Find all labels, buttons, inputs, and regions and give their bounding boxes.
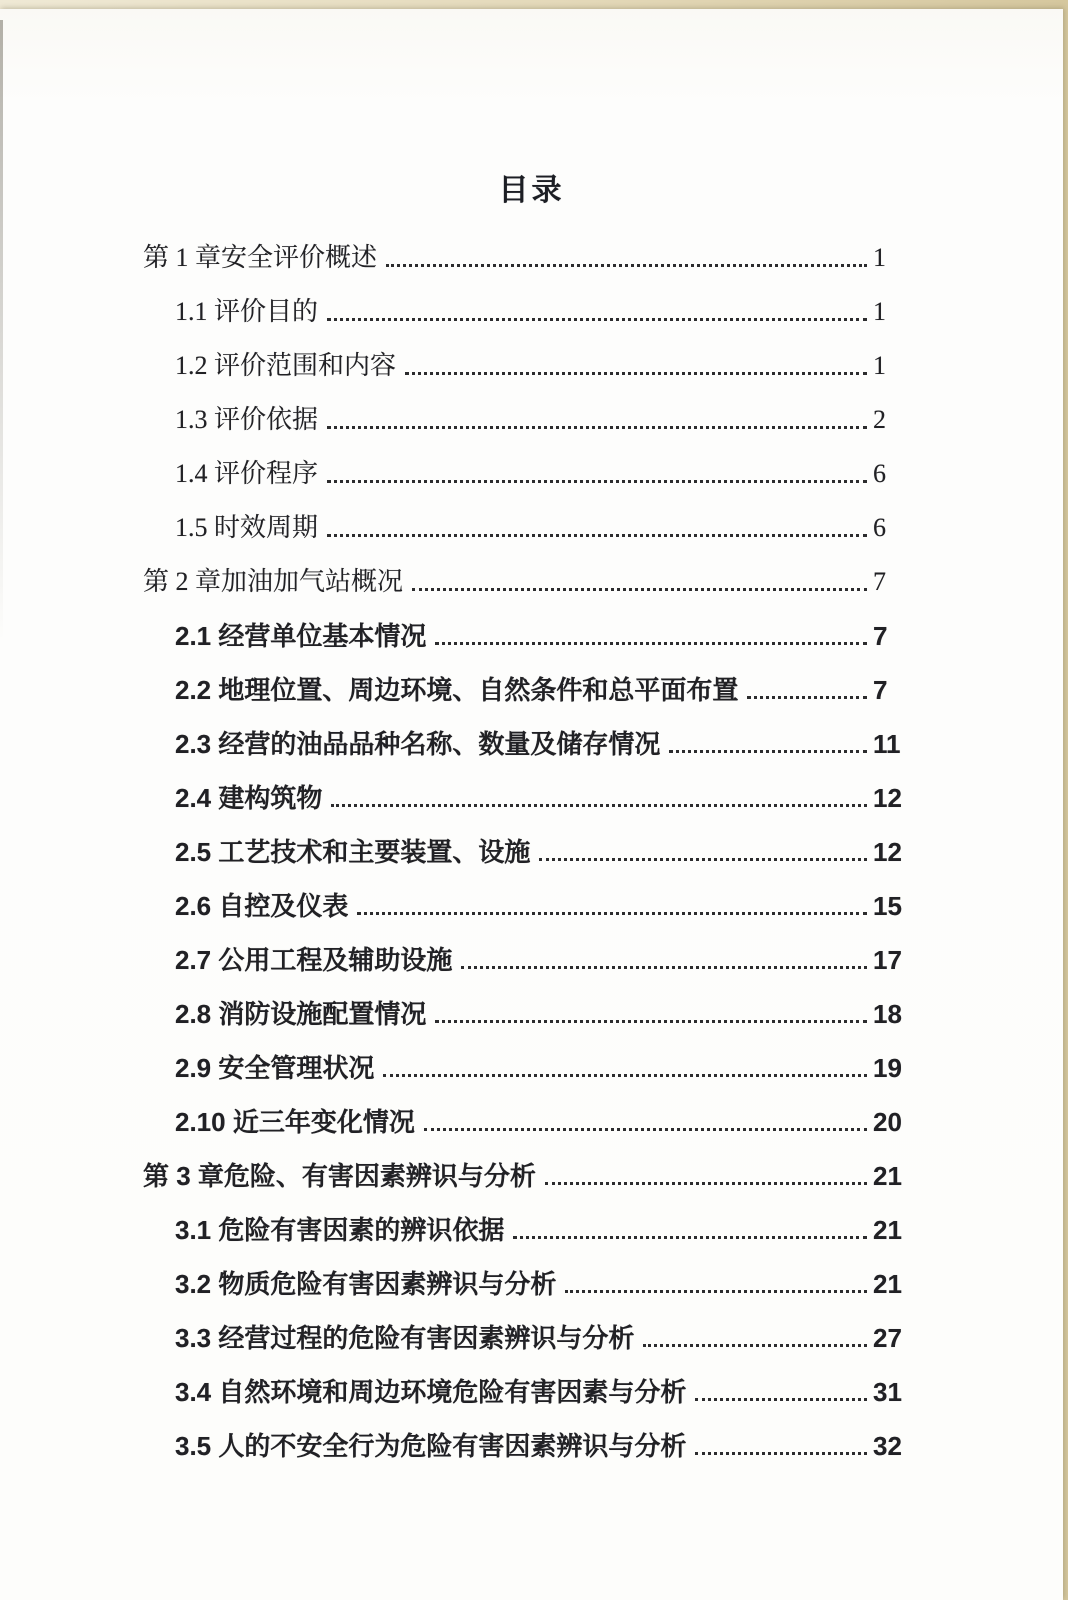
toc-entry (143, 1269, 909, 1299)
toc-entry (143, 783, 909, 813)
toc-entry-page: 2 (873, 405, 886, 434)
toc-entry-page: 21 (873, 1161, 902, 1191)
toc-entry (143, 405, 909, 435)
toc-entry-page: 1 (873, 297, 886, 326)
toc-entry-page: 18 (873, 999, 902, 1029)
toc-entry-label: 3.5 人的不安全行为危险有害因素辨识与分析 (175, 1431, 687, 1461)
toc-entry (143, 999, 909, 1029)
toc-entry (143, 1377, 909, 1407)
toc-leader-dots (539, 858, 867, 861)
toc-entry (143, 1053, 909, 1083)
toc-entry-page: 15 (873, 891, 902, 921)
toc-entry-page: 20 (873, 1107, 902, 1137)
toc-leader-dots (327, 426, 867, 429)
toc-entry (143, 1215, 909, 1245)
toc-entry (143, 1161, 909, 1191)
toc-entry (143, 567, 909, 597)
toc-entry (143, 1323, 909, 1353)
toc-leader-dots (747, 696, 867, 699)
toc-entry-page: 1 (873, 351, 886, 380)
toc-entry-page: 19 (873, 1053, 902, 1083)
toc-entry-label: 2.10 近三年变化情况 (175, 1107, 415, 1137)
toc-entry-label: 3.3 经营过程的危险有害因素辨识与分析 (175, 1323, 635, 1353)
toc-entry-label: 2.3 经营的油品品种名称、数量及储存情况 (175, 729, 661, 759)
toc-entry (143, 621, 909, 651)
toc-entry-page: 7 (873, 621, 888, 651)
toc-entry-label: 1.4 评价程序 (175, 459, 319, 488)
toc-entry-label: 3.2 物质危险有害因素辨识与分析 (175, 1269, 557, 1299)
toc-entry-label: 2.4 建构筑物 (175, 783, 323, 813)
toc-entry-page: 27 (873, 1323, 902, 1353)
toc-entry-label: 第 3 章危险、有害因素辨识与分析 (143, 1161, 536, 1191)
toc-entry-label: 第 2 章加油加气站概况 (143, 567, 404, 596)
toc-entry-label: 1.5 时效周期 (175, 513, 319, 542)
toc-entry-label: 3.1 危险有害因素的辨识依据 (175, 1215, 505, 1245)
toc-entry-label: 2.7 公用工程及辅助设施 (175, 945, 453, 975)
toc-entry-page: 7 (873, 567, 886, 596)
toc-entry-page: 12 (873, 837, 902, 867)
toc-leader-dots (424, 1128, 867, 1131)
toc-entry-page: 21 (873, 1269, 902, 1299)
toc-entry-page: 31 (873, 1377, 902, 1407)
toc-leader-dots (461, 966, 867, 969)
toc-leader-dots (331, 804, 867, 807)
toc-entry (143, 891, 909, 921)
toc-entry (143, 1431, 909, 1461)
toc-entry-page: 21 (873, 1215, 902, 1245)
toc-entry (143, 243, 909, 273)
toc-entry (143, 945, 909, 975)
toc-leader-dots (435, 1020, 867, 1023)
toc-leader-dots (327, 534, 867, 537)
toc-leader-dots (669, 750, 867, 753)
toc-entry-page: 32 (873, 1431, 902, 1461)
toc-entry (143, 513, 909, 543)
toc-entry-page: 6 (873, 459, 886, 488)
toc-leader-dots (327, 318, 867, 321)
toc-leader-dots (545, 1182, 867, 1185)
toc-leader-dots (513, 1236, 867, 1239)
toc-entry-page: 7 (873, 675, 888, 705)
page-title: 目录 (498, 174, 565, 207)
toc-leader-dots (357, 912, 867, 915)
toc-entry-label: 2.9 安全管理状况 (175, 1053, 375, 1083)
toc-leader-dots (565, 1290, 867, 1293)
toc-leader-dots (405, 372, 867, 375)
toc-leader-dots (412, 588, 867, 591)
toc-entry-label: 2.2 地理位置、周边环境、自然条件和总平面布置 (175, 675, 739, 705)
toc-entry (143, 729, 909, 759)
toc-leader-dots (386, 264, 867, 267)
toc-leader-dots (695, 1398, 867, 1401)
toc-leader-dots (695, 1452, 867, 1455)
toc-leader-dots (327, 480, 867, 483)
toc-leader-dots (435, 642, 867, 645)
toc-entry-label: 第 1 章安全评价概述 (143, 243, 378, 272)
toc-entry (143, 675, 909, 705)
toc-entry (143, 1107, 909, 1137)
toc-entry-page: 1 (873, 243, 886, 272)
toc-list (143, 243, 909, 1461)
toc-entry-label: 2.6 自控及仪表 (175, 891, 349, 921)
toc-entry (143, 459, 909, 489)
toc-entry-label: 2.8 消防设施配置情况 (175, 999, 427, 1029)
toc-entry (143, 837, 909, 867)
toc-entry-page: 12 (873, 783, 902, 813)
toc-entry-label: 2.5 工艺技术和主要装置、设施 (175, 837, 531, 867)
toc-entry-label: 3.4 自然环境和周边环境危险有害因素与分析 (175, 1377, 687, 1407)
toc-leader-dots (383, 1074, 867, 1077)
toc-entry-page: 17 (873, 945, 902, 975)
toc-entry (143, 297, 909, 327)
toc-entry-label: 1.2 评价范围和内容 (175, 351, 397, 380)
toc-leader-dots (643, 1344, 867, 1347)
toc-entry-page: 11 (873, 729, 901, 759)
document-page (0, 9, 1063, 1600)
toc-entry-page: 6 (873, 513, 886, 542)
toc-entry-label: 1.3 评价依据 (175, 405, 319, 434)
toc-entry-label: 2.1 经营单位基本情况 (175, 621, 427, 651)
toc-entry (143, 351, 909, 381)
toc-entry-label: 1.1 评价目的 (175, 297, 319, 326)
